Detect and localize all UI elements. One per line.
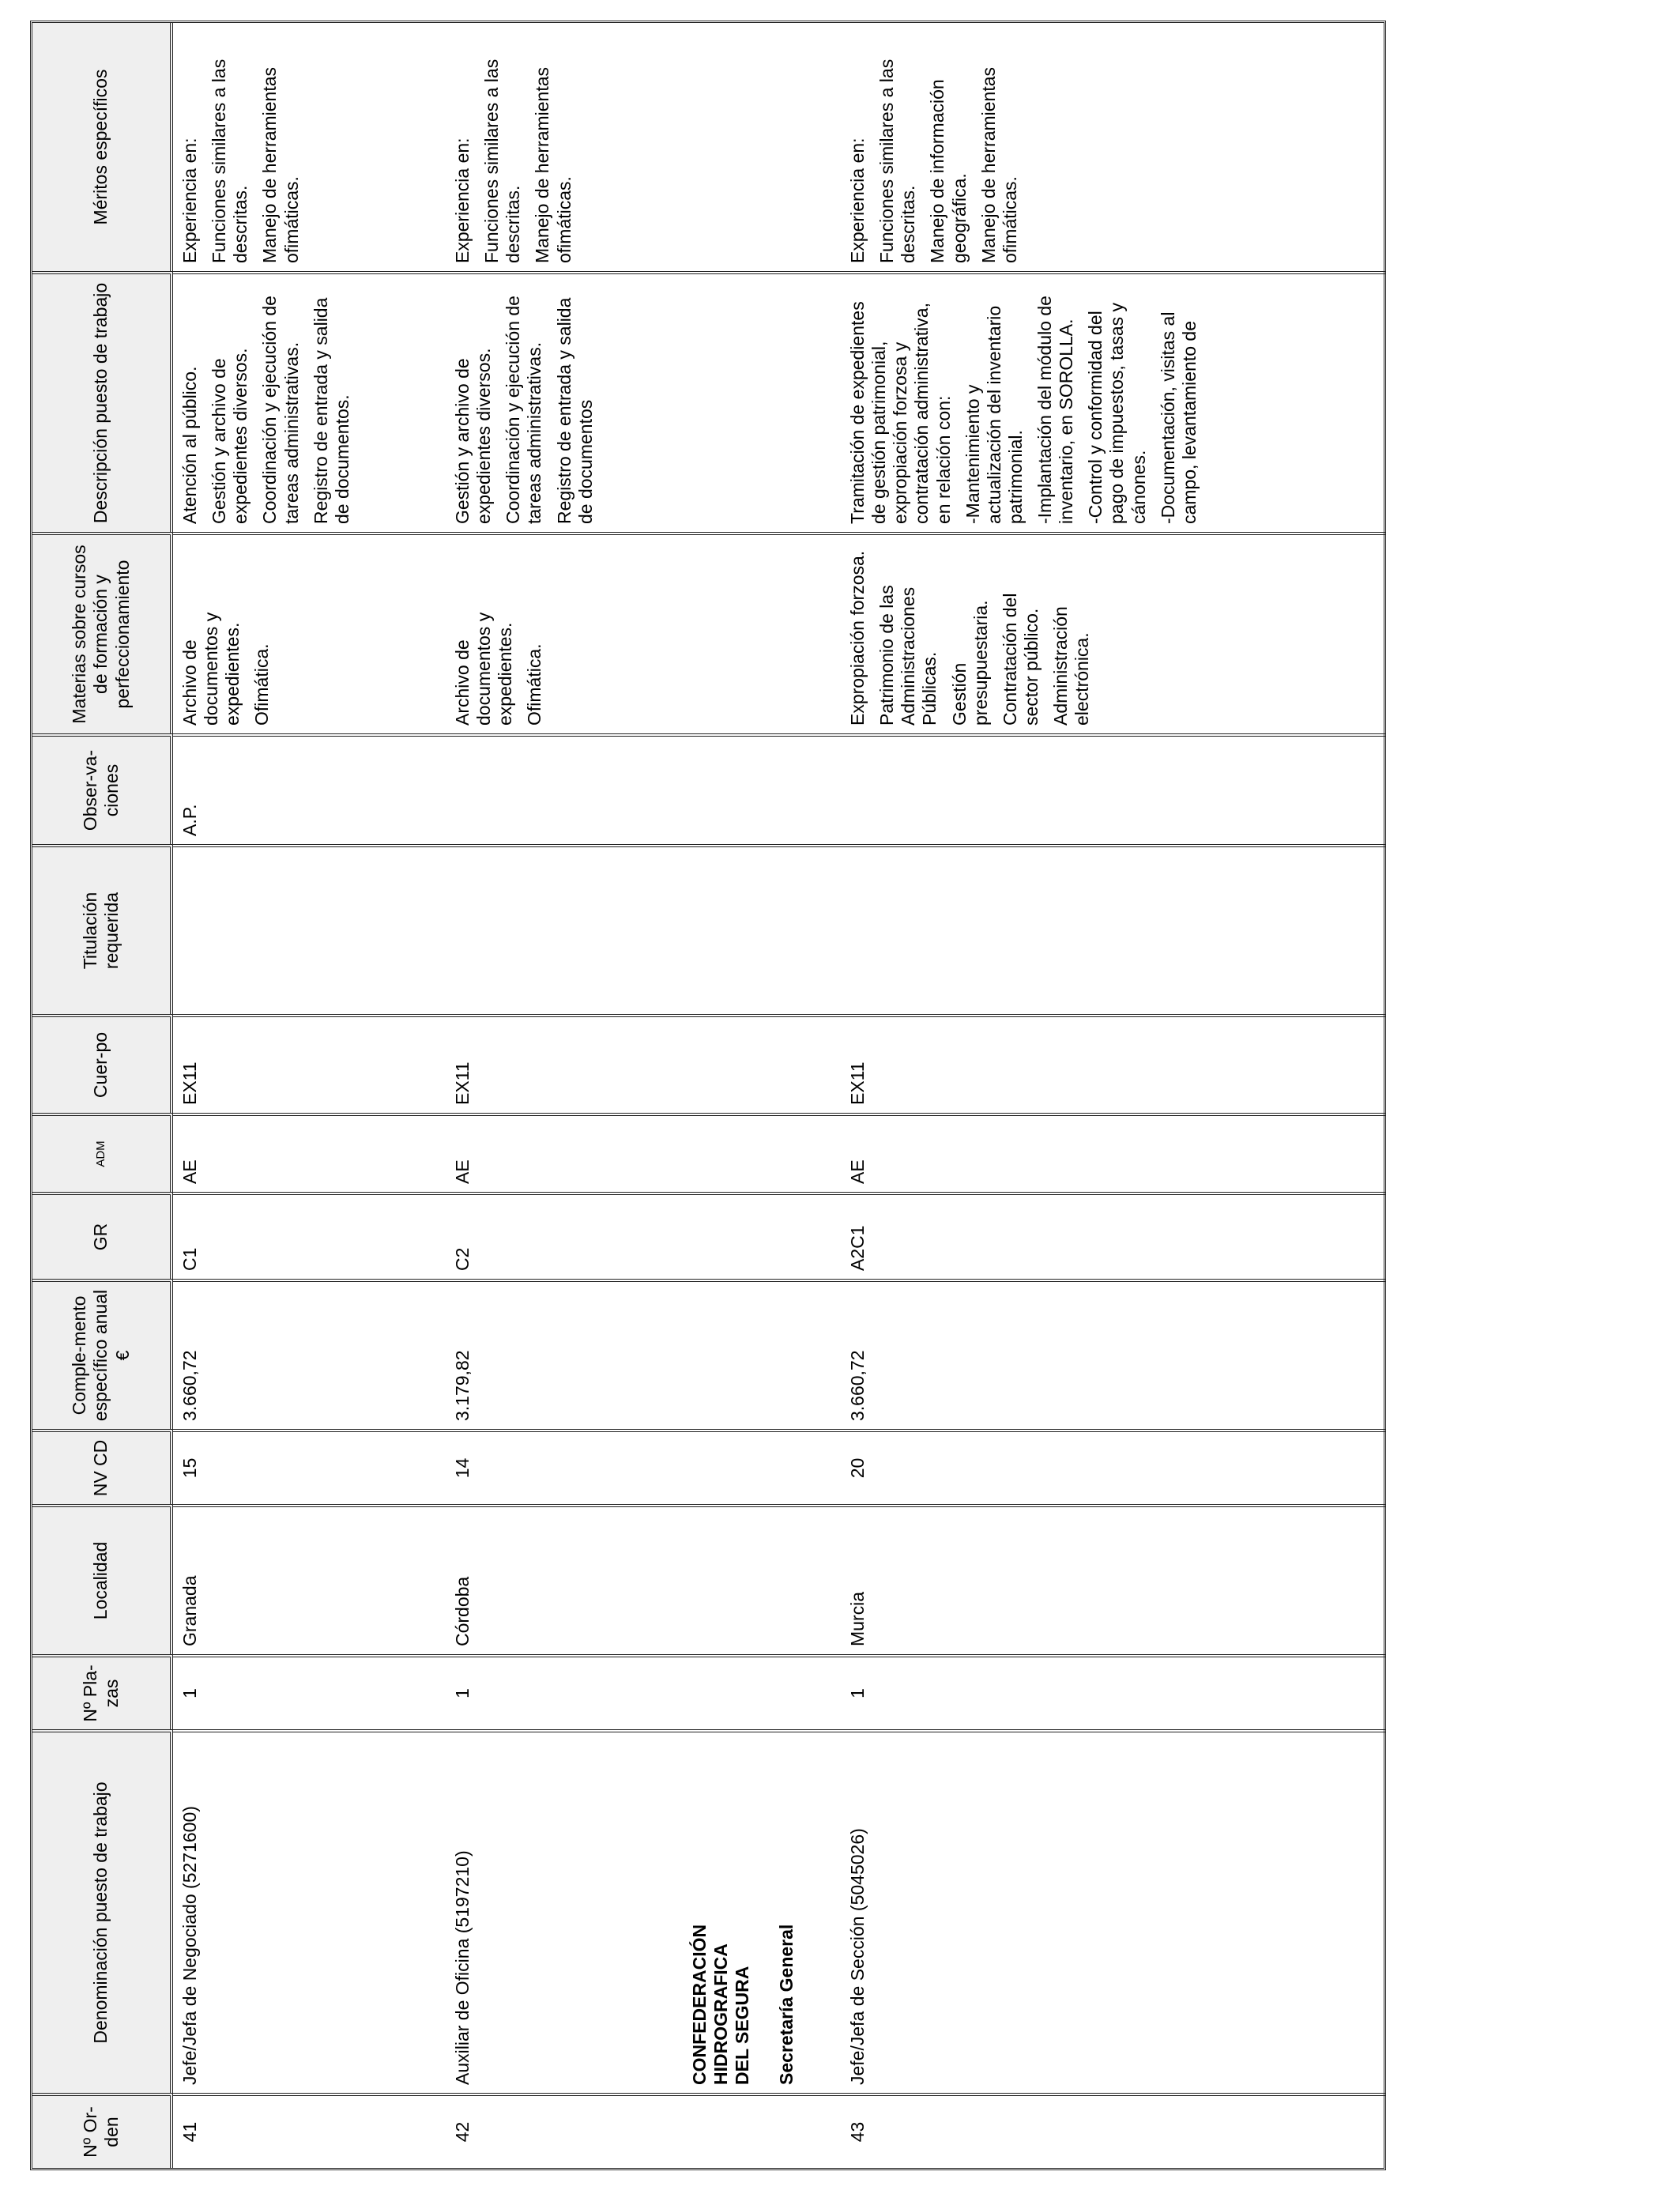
cell-observaciones bbox=[841, 733, 1386, 844]
materia-item: Ofimática. bbox=[251, 643, 273, 726]
cell-orden: 42 bbox=[446, 2093, 683, 2168]
header-denominacion: Denominación puesto de trabajo bbox=[32, 1729, 173, 2093]
materia-item: Gestión presupuestaria. bbox=[948, 600, 991, 726]
header-orden: Nº Or-den bbox=[32, 2093, 173, 2168]
merito-item: Experiencia en: bbox=[452, 138, 473, 263]
cell-materias bbox=[841, 532, 1386, 733]
header-adm: ADM bbox=[32, 1113, 173, 1192]
cell-orden: 43 bbox=[841, 2093, 1386, 2168]
section-row-organismo bbox=[683, 23, 770, 2168]
table-row bbox=[841, 23, 1386, 2168]
materia-item: Expropiación forzosa. bbox=[847, 550, 868, 726]
materia-item: Archivo de documentos y expedientes. bbox=[452, 612, 516, 726]
cell-descripcion bbox=[173, 271, 446, 532]
job-positions-table bbox=[32, 23, 1386, 2168]
header-observaciones: Obser-va-ciones bbox=[32, 733, 173, 844]
cell-descripcion bbox=[446, 271, 683, 532]
header-complemento: Comple-mento específico anual € bbox=[32, 1279, 173, 1429]
cell-titulacion bbox=[173, 844, 446, 1014]
descripcion-item: Tramitación de expedientes de gestión patrimonial, expropiación forzosa y contratación administrativa, en relación con: bbox=[847, 301, 954, 524]
merito-item: Manejo de información geográfica. bbox=[927, 79, 970, 263]
merito-item: Experiencia en: bbox=[179, 138, 200, 263]
cell-plazas: 1 bbox=[173, 1654, 446, 1729]
merito-item: Funciones similares a las descritas. bbox=[209, 58, 251, 263]
cell-grupo: C2 bbox=[446, 1192, 683, 1279]
cell-meritos bbox=[841, 23, 1386, 271]
merito-item: Experiencia en: bbox=[847, 138, 868, 263]
header-materias: Materias sobre cursos de formación y perfeccionamiento bbox=[32, 532, 173, 733]
table-frame bbox=[30, 21, 1386, 2170]
descripcion-item: Coordinación y ejecución de tareas administrativas. bbox=[503, 296, 545, 524]
merito-item: Funciones similares a las descritas. bbox=[481, 58, 524, 263]
cell-grupo: A2C1 bbox=[841, 1192, 1386, 1279]
merito-item: Manejo de herramientas ofimáticas. bbox=[532, 66, 574, 263]
header-row bbox=[32, 23, 173, 2168]
cell-plazas: 1 bbox=[841, 1654, 1386, 1729]
cell-observaciones bbox=[446, 733, 683, 844]
header-plazas: Nº Pla-zas bbox=[32, 1654, 173, 1729]
descripcion-item: Registro de entrada y salida de documentos bbox=[553, 297, 596, 524]
cell-localidad: Córdoba bbox=[446, 1504, 683, 1654]
descripcion-item: Atención al público. bbox=[179, 366, 200, 524]
merito-item: Funciones similares a las descritas. bbox=[876, 58, 919, 263]
cell-complemento: 3.179,82 bbox=[446, 1279, 683, 1429]
materia-item: Contratación del sector público. bbox=[999, 593, 1042, 726]
cell-cuerpo: EX11 bbox=[173, 1014, 446, 1113]
cell-localidad: Murcia bbox=[841, 1504, 1386, 1654]
descripcion-item: -Control y conformidad del pago de impuestos, tasas y cánones. bbox=[1085, 303, 1149, 524]
cell-cuerpo: EX11 bbox=[841, 1014, 1386, 1113]
section-row-unidad bbox=[770, 23, 841, 2168]
cell-meritos bbox=[446, 23, 683, 271]
header-grupo: GR bbox=[32, 1192, 173, 1279]
cell-nivel: 20 bbox=[841, 1429, 1386, 1504]
materia-item: Administración electrónica. bbox=[1050, 606, 1093, 726]
cell-materias bbox=[446, 532, 683, 733]
cell-complemento: 3.660,72 bbox=[173, 1279, 446, 1429]
materia-item: Archivo de documentos y expedientes. bbox=[179, 612, 243, 726]
cell-meritos bbox=[173, 23, 446, 271]
descripcion-item: Gestión y archivo de expedientes diversos. bbox=[452, 348, 495, 524]
cell-adm: AE bbox=[841, 1113, 1386, 1192]
cell-denominacion: Auxiliar de Oficina (5197210) bbox=[446, 1729, 683, 2093]
header-meritos: Méritos específicos bbox=[32, 23, 173, 271]
cell-nivel: 15 bbox=[173, 1429, 446, 1504]
cell-orden: 41 bbox=[173, 2093, 446, 2168]
cell-descripcion bbox=[841, 271, 1386, 532]
cell-denominacion: Jefe/Jefa de Negociado (5271600) bbox=[173, 1729, 446, 2093]
descripcion-item: Coordinación y ejecución de tareas administrativas. bbox=[259, 296, 302, 524]
descripcion-item: -Documentación, visitas al campo, levantamiento de bbox=[1157, 311, 1200, 524]
cell-complemento: 3.660,72 bbox=[841, 1279, 1386, 1429]
cell-localidad: Granada bbox=[173, 1504, 446, 1654]
cell-titulacion bbox=[841, 844, 1386, 1014]
materia-item: Patrimonio de las Administraciones Públicas. bbox=[876, 585, 940, 726]
unidad-title: Secretaría General bbox=[776, 1924, 797, 2085]
cell-adm: AE bbox=[173, 1113, 446, 1192]
cell-observaciones: A.P. bbox=[173, 733, 446, 844]
descripcion-item: -Mantenimiento y actualización del inventario patrimonial. bbox=[962, 305, 1026, 524]
merito-item: Manejo de herramientas ofimáticas. bbox=[259, 66, 302, 263]
header-localidad: Localidad bbox=[32, 1504, 173, 1654]
cell-plazas: 1 bbox=[446, 1654, 683, 1729]
table-row bbox=[446, 23, 683, 2168]
table-row bbox=[173, 23, 446, 2168]
cell-materias bbox=[173, 532, 446, 733]
descripcion-item: -Implantación del módulo de inventario, en SOROLLA. bbox=[1034, 296, 1077, 524]
merito-item: Manejo de herramientas ofimáticas. bbox=[977, 66, 1020, 263]
cell-denominacion: Jefe/Jefa de Sección (5045026) bbox=[841, 1729, 1386, 2093]
descripcion-item: Registro de entrada y salida de documentos. bbox=[310, 297, 352, 524]
cell-nivel: 14 bbox=[446, 1429, 683, 1504]
cell-titulacion bbox=[446, 844, 683, 1014]
header-cuerpo: Cuer-po bbox=[32, 1014, 173, 1113]
header-nivel: NV CD bbox=[32, 1429, 173, 1504]
descripcion-item: Gestión y archivo de expedientes diversos. bbox=[209, 348, 251, 524]
materia-item: Ofimática. bbox=[524, 643, 545, 726]
cell-cuerpo: EX11 bbox=[446, 1014, 683, 1113]
cell-adm: AE bbox=[446, 1113, 683, 1192]
cell-grupo: C1 bbox=[173, 1192, 446, 1279]
header-titulacion: Titulación requerida bbox=[32, 844, 173, 1014]
header-descripcion: Descripción puesto de trabajo bbox=[32, 271, 173, 532]
organismo-title: CONFEDERACIÓN HIDROGRAFICA DEL SEGURA bbox=[689, 1924, 753, 2085]
